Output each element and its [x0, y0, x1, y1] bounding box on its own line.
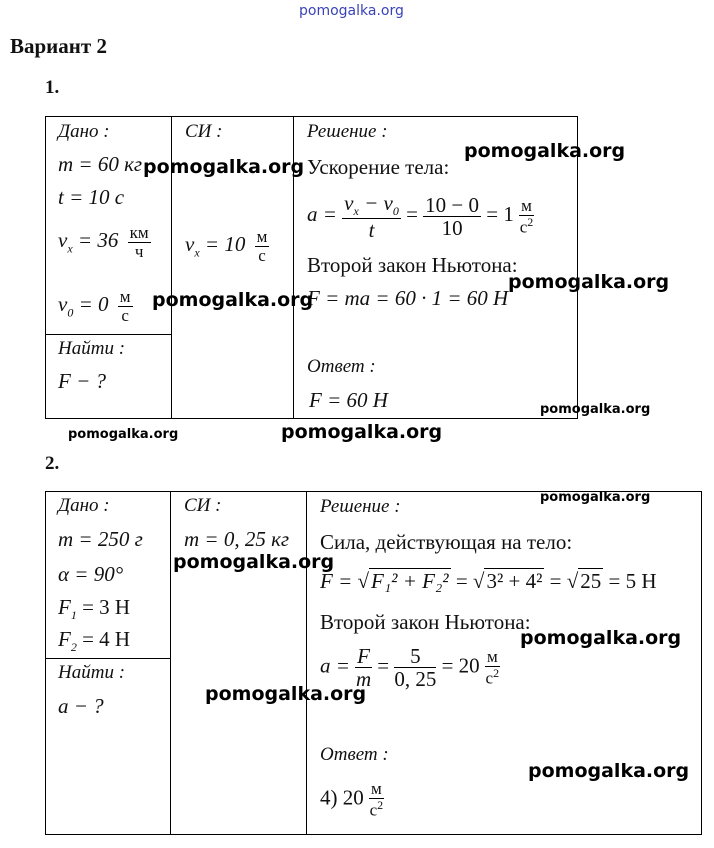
p2-given-mass: m = 250 г — [58, 527, 143, 551]
p2-given-label: Дано : — [58, 495, 110, 516]
p2-answer-value: 4) 20 $\frac{м}{с^2}$ — [320, 779, 384, 820]
p2-accel-formula: a = $\frac{F}{m}$ = $\frac{5}{0, 25}$ = 20 $\frac{м}{с^2}$ — [320, 644, 500, 692]
p1-accel-formula: a = $\frac{v_x - v_0}{t}$ = $\frac{10 - 0}{10}$ = 1 $\frac{м}{с^2}$ — [307, 191, 534, 242]
watermark: pomogalka.org — [540, 402, 651, 417]
p1-find-value: F − ? — [58, 369, 106, 393]
p1-accel-text: Ускорение тела: — [307, 155, 450, 179]
p2-given-F1: $F_1 = 3$ H — [58, 595, 131, 623]
watermark: pomogalka.org — [205, 683, 367, 705]
p1-si-label: СИ : — [185, 121, 223, 142]
watermark: pomogalka.org — [281, 421, 443, 443]
watermark: pomogalka.org — [540, 490, 651, 505]
p1-answer-label: Ответ : — [307, 356, 376, 377]
p2-solution-label: Решение : — [320, 496, 401, 517]
p2-si-mass: m = 0, 25 кг — [184, 527, 290, 551]
problem-1-number: 1. — [45, 77, 60, 98]
watermark: pomogalka.org — [508, 271, 670, 293]
p2-find-value: a − ? — [58, 694, 104, 718]
p1-given-time: t = 10 c — [58, 185, 125, 209]
p1-given-vx: $v_x = 36$ $\frac{км}{ч}$ — [58, 223, 149, 261]
p2-si-label: СИ : — [184, 495, 222, 516]
p1-solution-label: Решение : — [307, 121, 388, 142]
p2-given-alpha: α = 90° — [58, 562, 124, 586]
variant-heading: Вариант 2 — [10, 34, 107, 58]
p1-given-v0: $v_0 = 0$ $\frac{м}{с}$ — [58, 287, 131, 325]
watermark: pomogalka.org — [152, 289, 314, 311]
p2-newton-law-text: Второй закон Ньютона: — [320, 610, 531, 634]
p2-force-text: Сила, действующая на тело: — [320, 530, 573, 554]
p1-find-label: Найти : — [58, 338, 126, 359]
site-header-link[interactable]: pomogalka.org — [299, 3, 404, 19]
p2-find-label: Найти : — [58, 662, 126, 683]
p2-given-F2: $F_2 = 4$ H — [58, 627, 131, 655]
p1-answer-value: F = 60 H — [309, 388, 388, 412]
watermark: pomogalka.org — [173, 551, 335, 573]
p1-given-label: Дано : — [58, 121, 110, 142]
p1-newton-law-text: Второй закон Ньютона: — [307, 253, 518, 277]
p1-si-vx: $v_x = 10$ $\frac{м}{с}$ — [185, 227, 268, 265]
p2-force-formula: F = √F₁² + F₂² = √3² + 4² = √25 = 5 H — [320, 569, 657, 593]
watermark: pomogalka.org — [143, 156, 305, 178]
watermark: pomogalka.org — [528, 760, 690, 782]
watermark: pomogalka.org — [464, 140, 626, 162]
problem-2-number: 2. — [45, 453, 60, 474]
p2-answer-label: Ответ : — [320, 744, 389, 765]
watermark: pomogalka.org — [68, 427, 179, 442]
p1-given-mass: m = 60 кг — [58, 152, 143, 176]
watermark: pomogalka.org — [520, 627, 682, 649]
p1-force-formula: F = ma = 60 · 1 = 60 H — [307, 286, 509, 310]
